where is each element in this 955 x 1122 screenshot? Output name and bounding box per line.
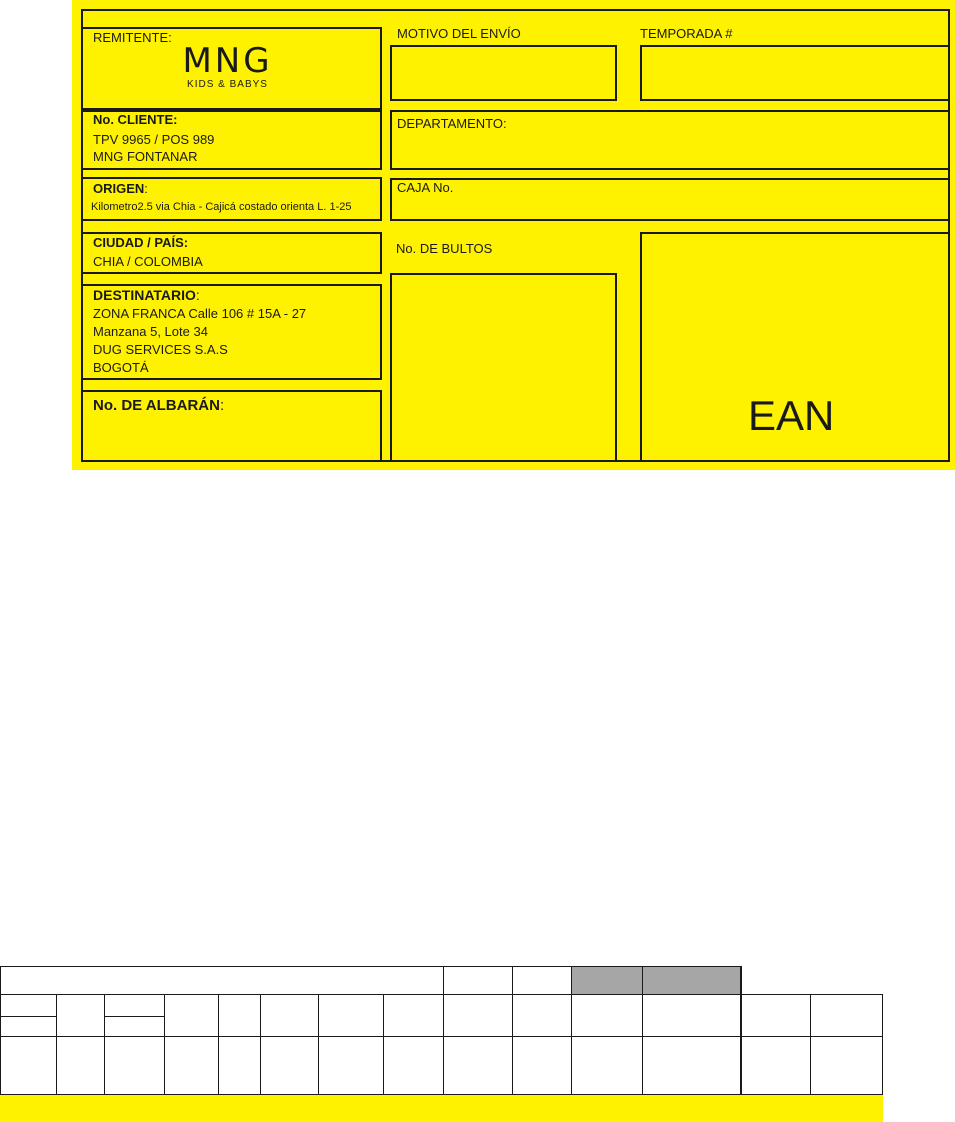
client-line2: MNG FONTANAR: [93, 149, 198, 164]
albaran-label: No. DE ALBARÁN: [93, 397, 220, 414]
table-line: [218, 994, 219, 1094]
table-line: [443, 966, 444, 994]
table-line: [512, 994, 513, 1094]
recipient-label-row: [93, 287, 200, 303]
origin-label: ORIGEN: [93, 181, 145, 196]
ean-label: EAN: [748, 392, 835, 439]
origin-address: Kilometro2.5 via Chia - Cajicá costado orienta L. 1-25: [91, 201, 352, 213]
motivo-label: MOTIVO DEL ENVÍO: [397, 26, 521, 41]
client-line1: TPV 9965 / POS 989: [93, 132, 215, 147]
brand-logo-sub: KIDS & BABYS: [187, 79, 268, 90]
sender-label: REMITENTE:: [93, 30, 172, 45]
table-line: [0, 966, 741, 967]
table-line: [443, 994, 444, 1094]
table-header-gray-cell: [571, 966, 642, 994]
recipient-line1: ZONA FRANCA Calle 106 # 15A - 27: [93, 306, 307, 321]
caja-label: CAJA No.: [397, 180, 454, 195]
table-footer-bar: [0, 1095, 883, 1122]
table-line: [164, 994, 165, 1094]
table-line: [56, 994, 57, 1094]
bultos-label: No. DE BULTOS: [396, 241, 493, 256]
caja-box: [390, 178, 950, 221]
temporada-label: TEMPORADA #: [640, 26, 733, 41]
city-value: CHIA / COLOMBIA: [93, 254, 203, 269]
table-line: [260, 994, 261, 1094]
table-line: [0, 1036, 883, 1037]
table-line: [104, 1016, 164, 1017]
table-line: [0, 994, 883, 995]
table-line: [810, 994, 811, 1094]
city-label: CIUDAD / PAÍS:: [93, 235, 189, 250]
albaran-label-row: [93, 397, 224, 414]
recipient-label-colon: :: [195, 287, 200, 303]
table-line: [318, 994, 319, 1094]
brand-logo: [170, 41, 285, 92]
table-line: [740, 994, 742, 1094]
table-line: [512, 966, 513, 994]
temporada-box: [640, 45, 950, 101]
origin-label-colon: :: [144, 181, 148, 196]
table-line: [642, 994, 643, 1094]
table-line: [571, 994, 572, 1094]
table-line: [882, 994, 883, 1094]
table-line: [0, 1016, 56, 1017]
table-line: [740, 966, 742, 994]
recipient-label: DESTINATARIO: [93, 287, 196, 303]
table-line: [0, 966, 1, 1094]
recipient-line3: DUG SERVICES S.A.S: [93, 342, 228, 357]
brand-logo-main: MNG: [182, 41, 273, 81]
recipient-line2: Manzana 5, Lote 34: [93, 324, 208, 339]
table-line: [104, 994, 105, 1094]
departamento-label: DEPARTAMENTO:: [397, 116, 507, 131]
motivo-box: [390, 45, 617, 101]
table-line: [642, 966, 643, 994]
table-line: [571, 966, 572, 994]
table-line: [383, 994, 384, 1094]
albaran-label-colon: :: [219, 397, 225, 414]
origin-label-row: [93, 181, 148, 196]
table-header-gray-cell: [642, 966, 741, 994]
recipient-line4: BOGOTÁ: [93, 360, 149, 375]
client-label: No. CLIENTE:: [93, 112, 178, 127]
bultos-box: [390, 273, 617, 462]
shipping-label: [72, 0, 955, 470]
